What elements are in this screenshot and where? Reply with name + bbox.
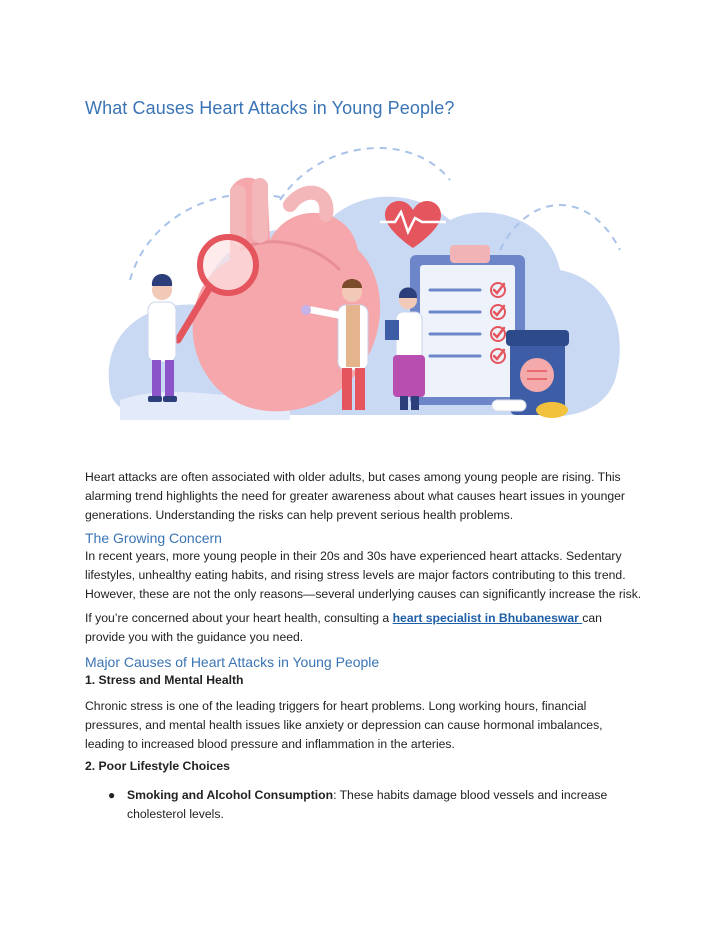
bullet-description: : These habits damage blood vessels and increase cholesterol levels.	[127, 788, 608, 821]
pill-yellow	[536, 402, 568, 418]
specialist-text-after: can provide you with the guidance you need.	[85, 611, 602, 644]
bullet-bold: Smoking and Alcohol Consumption	[127, 788, 334, 802]
heart-checkup-illustration	[90, 130, 630, 455]
pill-capsule	[492, 400, 526, 411]
clipboard	[410, 245, 525, 405]
bullet-icon: ●	[108, 788, 116, 802]
subheading-stress: 1. Stress and Mental Health	[85, 673, 244, 687]
specialist-paragraph	[85, 609, 645, 647]
section-heading-growing-concern: The Growing Concern	[85, 530, 222, 546]
bullet-text	[127, 786, 628, 824]
stress-paragraph: Chronic stress is one of the leading triggers for heart problems. Long working hours, financial pressures, and mental health issues like anxiety or depression can cause hormonal imbalances, leading to increased blood pressure and inflammation in the arteries.	[85, 699, 603, 751]
section-heading-major-causes: Major Causes of Heart Attacks in Young People	[85, 654, 380, 670]
intro-paragraph: Heart attacks are often associated with older adults, but cases among young people are rising. This alarming trend highlights the need for greater awareness about what causes heart issues in younger generations. Understanding the risks can help prevent serious health problems.	[85, 470, 625, 522]
heart-specialist-link[interactable]: heart specialist in Bhubaneswar	[392, 611, 583, 625]
growing-concern-paragraph: In recent years, more young people in their 20s and 30s have experienced heart attacks. Sedentary lifestyles, unhealthy eating habits, and rising stress levels are major factors contributing to this trend. However, these are not the only reasons—several underlying causes can significantly increase the risk.	[85, 549, 642, 601]
list-item	[108, 786, 628, 824]
subheading-lifestyle: 2. Poor Lifestyle Choices	[85, 759, 230, 773]
specialist-text-before: If you’re concerned about your heart health, consulting a	[85, 611, 393, 625]
page-title: What Causes Heart Attacks in Young People?	[85, 98, 455, 118]
